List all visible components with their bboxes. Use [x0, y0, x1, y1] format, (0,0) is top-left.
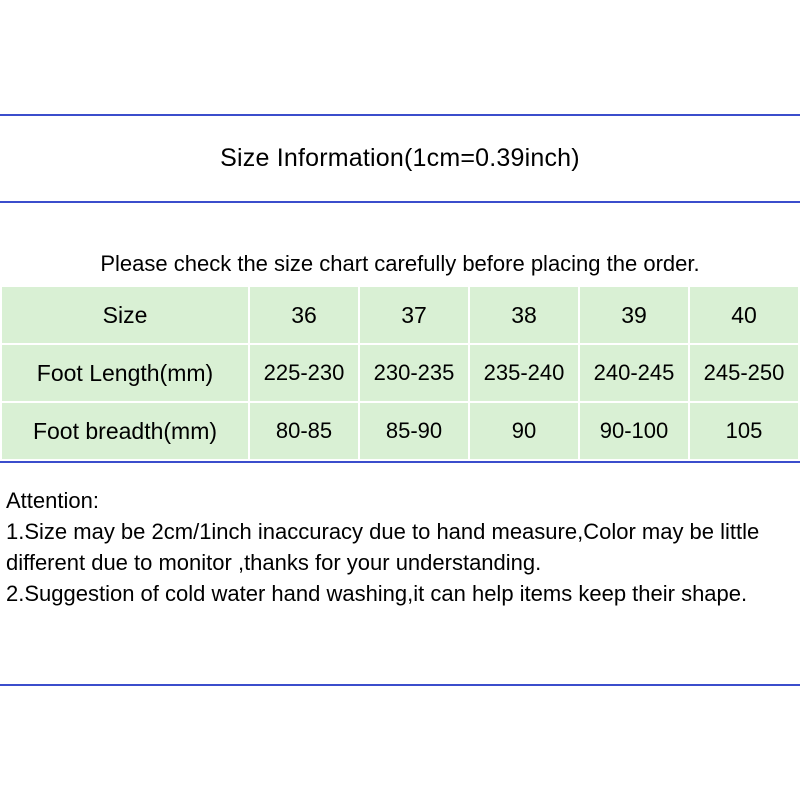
foot-breadth-cell: 90-100 [579, 402, 689, 460]
table-row [1, 402, 799, 460]
foot-length-cell: 235-240 [469, 344, 579, 402]
foot-length-cell: 245-250 [689, 344, 799, 402]
size-cell: 40 [689, 286, 799, 344]
row-header-foot-length: Foot Length(mm) [1, 344, 249, 402]
size-chart-notice: Please check the size chart carefully before placing the order. [100, 251, 700, 276]
size-cell: 37 [359, 286, 469, 344]
foot-length-cell: 230-235 [359, 344, 469, 402]
size-chart-card [0, 114, 800, 686]
attention-line-1: 1.Size may be 2cm/1inch inaccuracy due to hand measure,Color may be little different due to monitor ,thanks for your understanding. [6, 519, 766, 575]
attention-line-2: 2.Suggestion of cold water hand washing,it can help items keep their shape. [6, 581, 748, 606]
foot-length-cell: 225-230 [249, 344, 359, 402]
row-header-size: Size [1, 286, 249, 344]
size-cell: 38 [469, 286, 579, 344]
attention-heading: Attention: [6, 488, 99, 513]
table-row [1, 344, 799, 402]
size-cell: 39 [579, 286, 689, 344]
notice-band [0, 203, 800, 285]
page-title: Size Information(1cm=0.39inch) [220, 144, 580, 172]
size-cell: 36 [249, 286, 359, 344]
foot-breadth-cell: 80-85 [249, 402, 359, 460]
foot-breadth-cell: 105 [689, 402, 799, 460]
attention-section [0, 461, 800, 684]
row-header-foot-breadth: Foot breadth(mm) [1, 402, 249, 460]
size-table [0, 285, 800, 461]
foot-breadth-cell: 85-90 [359, 402, 469, 460]
foot-length-cell: 240-245 [579, 344, 689, 402]
title-band [0, 116, 800, 203]
table-row [1, 286, 799, 344]
foot-breadth-cell: 90 [469, 402, 579, 460]
